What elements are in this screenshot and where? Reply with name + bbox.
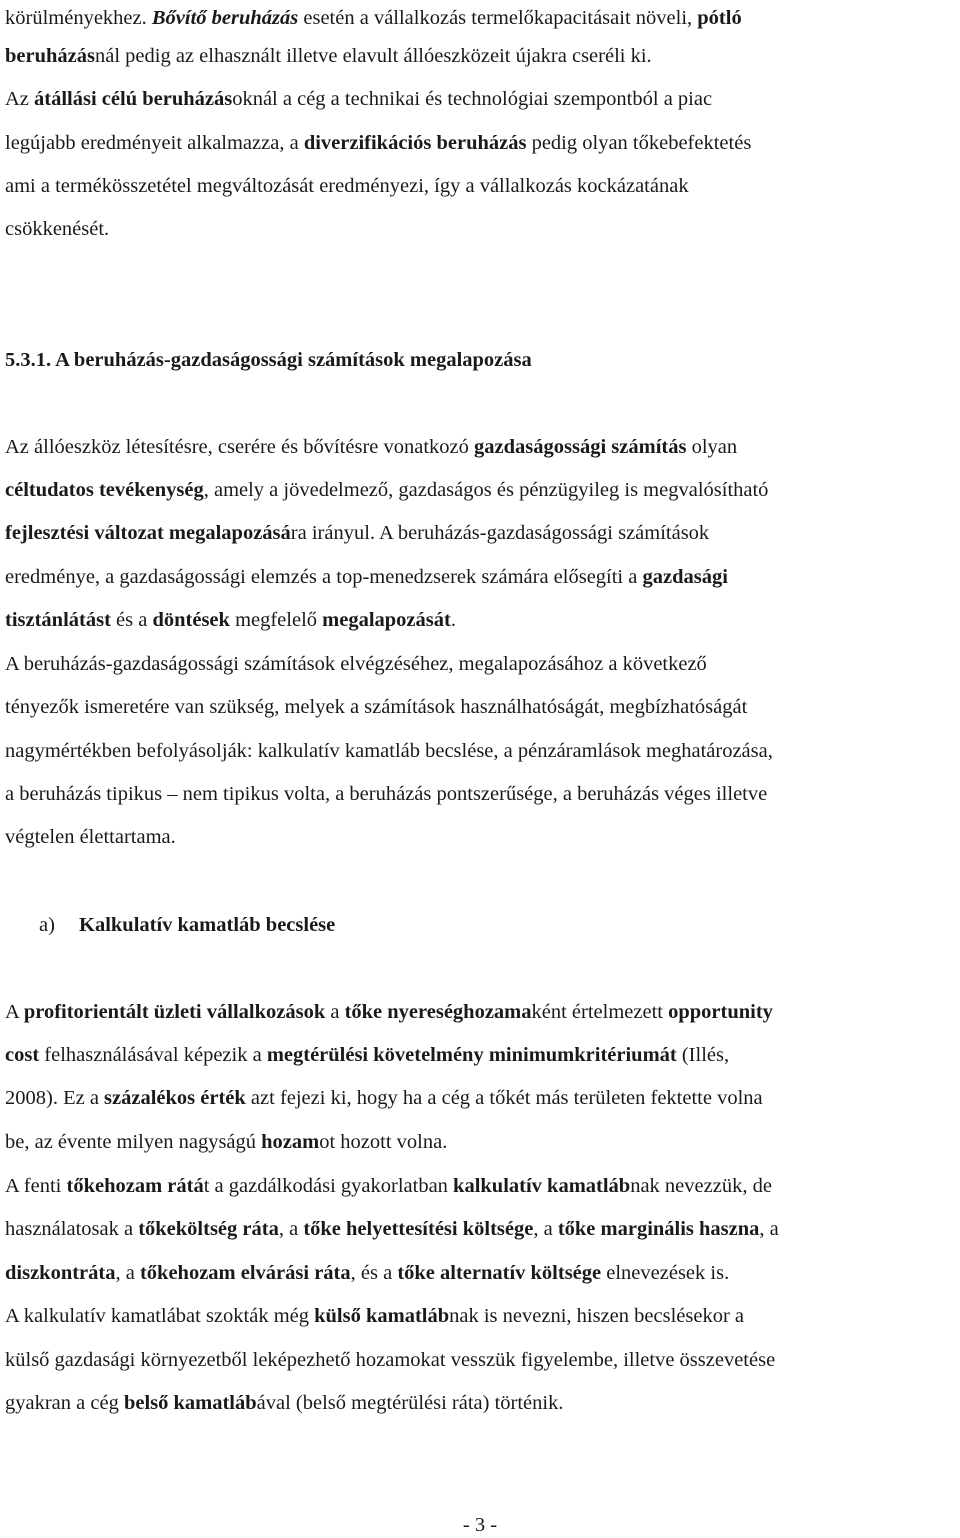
bold-term: százalékos érték — [104, 1087, 246, 1109]
text-run: . — [450, 609, 456, 631]
text-line — [5, 475, 956, 505]
bold-term: megalapozását — [322, 609, 451, 631]
text-line — [5, 822, 956, 852]
text-line — [5, 1388, 956, 1418]
text-run: ot hozott volna. — [319, 1131, 448, 1153]
text-line — [5, 432, 956, 462]
text-run: A beruházás-gazdaságossági számítások elvégzéséhez, megalapozásához a következő — [5, 653, 707, 675]
text-line — [5, 692, 956, 722]
bold-term: tőke helyettesítési költsége — [303, 1218, 534, 1240]
text-run: pedig olyan tőkebefektetés — [526, 132, 752, 154]
text-run: , a — [115, 1262, 140, 1284]
text-line — [5, 3, 956, 33]
text-run: t a gazdálkodási gyakorlatban — [203, 1175, 454, 1197]
bold-term: belső kamatláb — [123, 1392, 257, 1414]
bold-term: cost — [5, 1044, 40, 1066]
text-run: felhasználásával képezik a — [39, 1044, 267, 1066]
text-line — [5, 214, 956, 244]
text-run: , a — [533, 1218, 558, 1240]
text-line — [5, 1127, 956, 1157]
text-line — [5, 562, 956, 592]
text-line — [5, 518, 956, 548]
text-line — [5, 1040, 956, 1070]
text-run: Az — [5, 88, 35, 110]
text-run: , és a — [350, 1262, 398, 1284]
text-line — [5, 1345, 956, 1375]
bold-term: döntések — [152, 609, 230, 631]
bold-term: megtérülési követelmény minimumkritériumát — [266, 1044, 677, 1066]
bold-term: gazdasági — [642, 566, 728, 588]
subsection-heading — [5, 910, 956, 940]
text-run: a — [325, 1001, 345, 1023]
text-run: csökkenését. — [5, 218, 110, 240]
bold-term: diszkontráta — [5, 1262, 116, 1284]
text-run: elnevezések is. — [601, 1262, 730, 1284]
text-run: nagymértékben befolyásolják: kalkulatív kamatláb becslése, a pénzáramlások meghatározása, — [5, 740, 773, 762]
text-run: külső gazdasági környezetből leképezhető hozamokat vesszük figyelembe, illetve összevetése — [5, 1349, 776, 1371]
text-line — [5, 605, 956, 635]
section-heading: 5.3.1. A beruházás-gazdaságossági számítások megalapozása — [5, 349, 532, 371]
text-line — [5, 128, 956, 158]
text-line — [5, 1258, 956, 1288]
bold-term: tisztánlátást — [5, 609, 111, 631]
bold-term: opportunity — [668, 1001, 773, 1023]
bold-term: diverzifikációs beruházás — [303, 132, 527, 154]
text-run: legújabb eredményeit alkalmazza, a — [5, 132, 304, 154]
page-number: - 3 - — [462, 1514, 498, 1536]
bold-term: fejlesztési változat megalapozásá — [5, 522, 291, 544]
text-run: A fenti — [5, 1175, 67, 1197]
text-run: 2008). Ez a — [5, 1087, 105, 1109]
text-line — [5, 779, 956, 809]
text-run: és a — [110, 609, 153, 631]
text-line — [5, 649, 956, 679]
text-line — [5, 997, 956, 1027]
text-run: Az állóeszköz létesítésre, cserére és bővítésre vonatkozó — [5, 436, 475, 458]
bold-term: tőke alternatív költsége — [397, 1262, 602, 1284]
text-line — [5, 1301, 956, 1331]
text-run: nak is nevezni, hiszen becslésekor a — [449, 1305, 744, 1327]
bold-term: Bővítő beruházás — [151, 7, 299, 29]
text-run: nál pedig az elhasznált illetve elavult állóeszközeit újakra cseréli ki. — [94, 45, 652, 67]
text-run: végtelen élettartama. — [5, 826, 176, 848]
text-run: , a — [759, 1218, 779, 1240]
bold-term: tőkeköltség ráta — [138, 1218, 279, 1240]
text-run: tényezők ismeretére van szükség, melyek a számítások használhatóságát, megbízhatóságát — [5, 696, 748, 718]
text-run: esetén a vállalkozás termelőkapacitásait növeli, — [298, 7, 698, 29]
text-line — [5, 1171, 956, 1201]
bold-term: külső kamatláb — [314, 1305, 450, 1327]
bold-term: tőke nyereséghozama — [344, 1001, 532, 1023]
bold-term: céltudatos tevékenység — [5, 479, 204, 501]
text-run: ra irányul. A beruházás-gazdaságossági számítások — [290, 522, 710, 544]
bold-term: hozam — [261, 1131, 320, 1153]
text-line — [5, 1214, 956, 1244]
text-line — [5, 41, 956, 71]
text-run: a beruházás tipikus – nem tipikus volta, a beruházás pontszerűsége, a beruházás véges illetve — [5, 783, 768, 805]
bold-term: tőkehozam rátá — [66, 1175, 204, 1197]
text-run: körülményekhez. — [5, 7, 152, 29]
bold-term: tőke marginális haszna — [557, 1218, 760, 1240]
text-run: gyakran a cég — [5, 1392, 124, 1414]
text-run: (Illés, — [676, 1044, 730, 1066]
text-line — [5, 171, 956, 201]
text-line — [5, 84, 956, 114]
bold-term: beruházás — [5, 45, 95, 67]
text-run: megfelelő — [229, 609, 323, 631]
text-line — [5, 1083, 956, 1113]
text-run: ával (belső megtérülési ráta) történik. — [256, 1392, 564, 1414]
text-run: azt fejezi ki, hogy ha a cég a tőkét más területen fektette volna — [245, 1087, 763, 1109]
text-run: be, az évente milyen nagyságú — [5, 1131, 262, 1153]
text-run: eredménye, a gazdaságossági elemzés a top-menedzserek számára elősegíti a — [5, 566, 643, 588]
bold-term: profitorientált üzleti vállalkozások — [23, 1001, 326, 1023]
bold-term: kalkulatív kamatláb — [453, 1175, 631, 1197]
text-run: használatosak a — [5, 1218, 139, 1240]
text-run: A — [5, 1001, 24, 1023]
bold-term: tőkehozam elvárási ráta — [139, 1262, 351, 1284]
text-run: nak nevezzük, de — [630, 1175, 772, 1197]
bold-term: gazdaságossági számítás — [474, 436, 687, 458]
text-run: ami a termékösszetétel megváltozását eredményezi, így a vállalkozás kockázatának — [5, 175, 689, 197]
text-run: A kalkulatív kamatlábat szokták még — [5, 1305, 315, 1327]
text-run: , a — [278, 1218, 304, 1240]
bold-term: átállási célú beruházás — [34, 88, 233, 110]
text-run: oknál a cég a technikai és technológiai szempontból a piac — [232, 88, 713, 110]
text-run: ként értelmezett — [531, 1001, 669, 1023]
text-run: , amely a jövedelmező, gazdaságos és pénzügyileg is megvalósítható — [203, 479, 769, 501]
bold-term: pótló — [697, 7, 742, 29]
subsection-label: a) — [39, 914, 55, 936]
text-line — [5, 736, 956, 766]
subsection-title: Kalkulatív kamatláb becslése — [79, 914, 336, 936]
text-run: olyan — [686, 436, 738, 458]
